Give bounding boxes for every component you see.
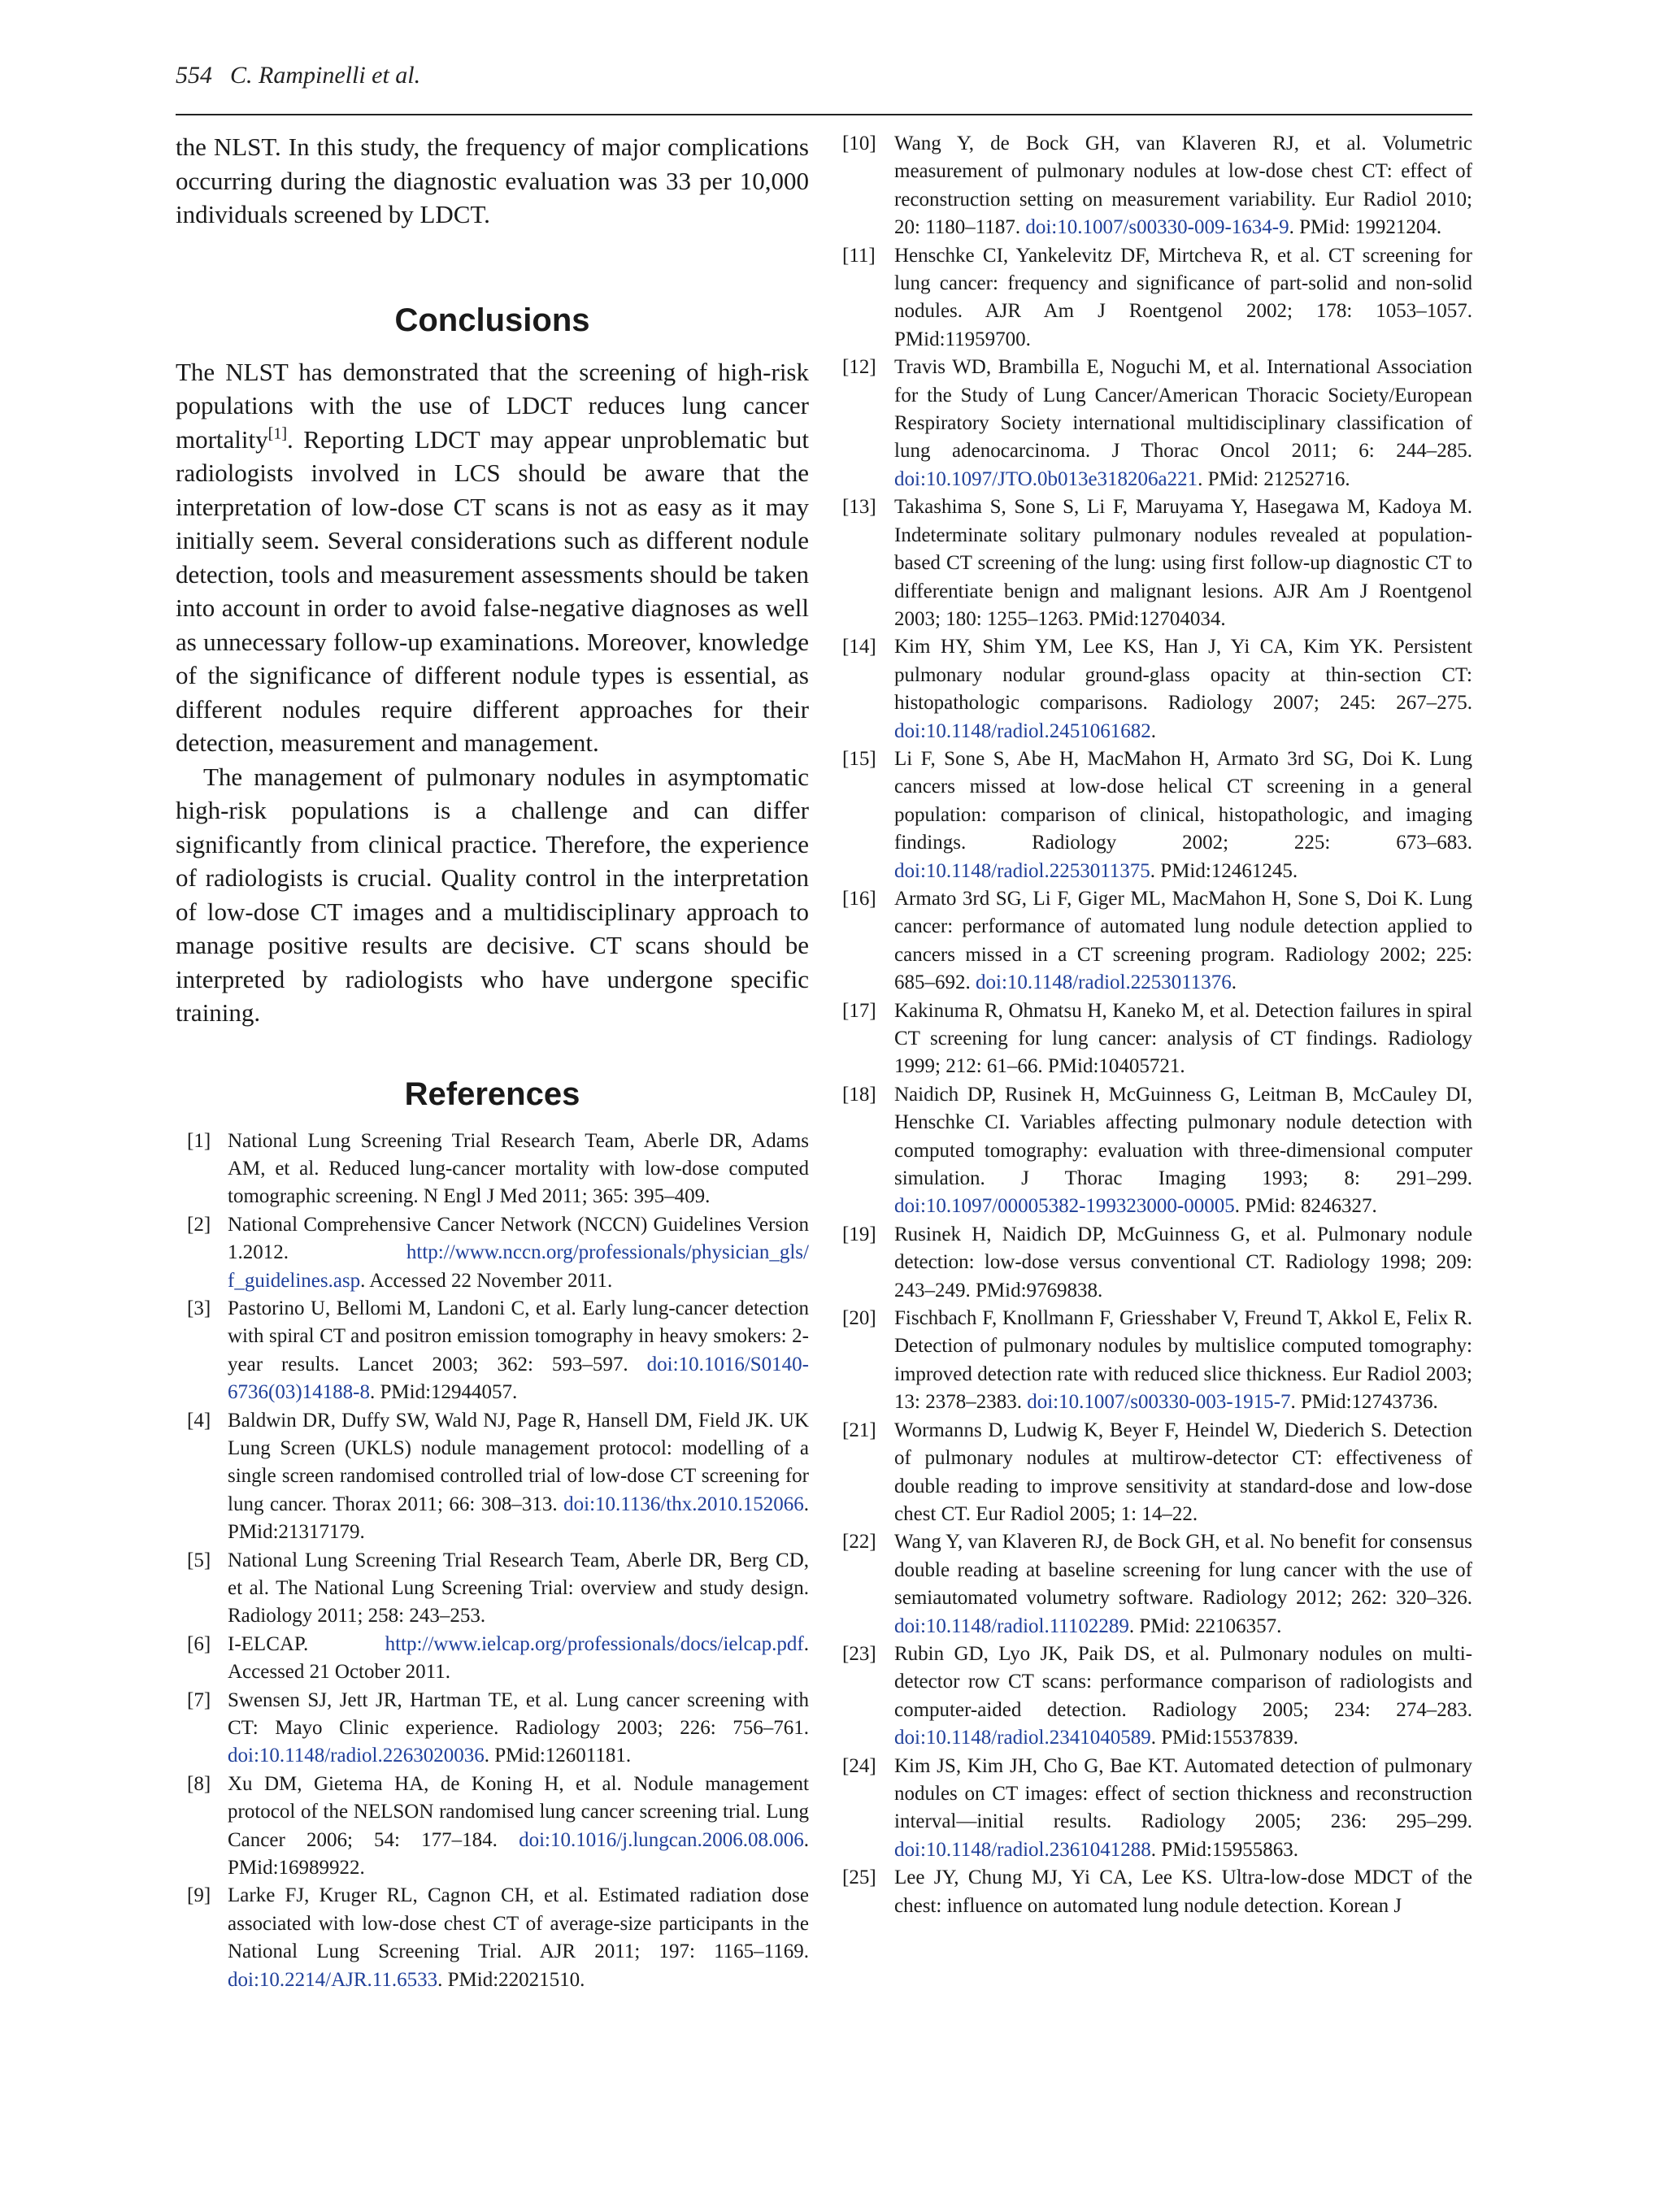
reference-list-right <box>842 130 1472 1920</box>
reference-number: [20] <box>842 1307 876 1330</box>
reference-item <box>842 1641 1472 1753</box>
reference-tail: . PMid: 22106357. <box>1128 1614 1282 1637</box>
reference-text <box>228 1211 809 1295</box>
reference-number: [12] <box>842 356 876 379</box>
reference-text <box>894 1305 1472 1417</box>
reference-number: [23] <box>842 1642 876 1665</box>
running-head-authors: C. Rampinelli et al. <box>230 62 421 89</box>
reference-number: [7] <box>187 1688 211 1711</box>
reference-number: [18] <box>842 1083 876 1106</box>
reference-text <box>228 1771 809 1883</box>
reference-tail: . PMid: 21252716. <box>1198 467 1350 490</box>
reference-item <box>842 242 1472 354</box>
reference-citation: I-ELCAP. <box>228 1632 385 1655</box>
reference-number: [25] <box>842 1867 876 1889</box>
page-number: 554 <box>176 62 212 89</box>
reference-number: [3] <box>187 1297 211 1319</box>
reference-item <box>842 1221 1472 1305</box>
reference-tail: . PMid:12601181. <box>484 1745 632 1767</box>
intro-paragraph: the NLST. In this study, the frequency of major complications occurring during the diagnostic evaluation was 33 per 10,000 individuals screened by LDCT. <box>176 133 809 228</box>
reference-text <box>228 1687 809 1771</box>
references-heading: References <box>404 1076 580 1112</box>
reference-item <box>842 354 1472 493</box>
reference-number: [17] <box>842 999 876 1022</box>
running-head <box>176 59 420 93</box>
reference-link[interactable]: doi:10.2214/AJR.11.6533 <box>228 1968 438 1991</box>
reference-number: [10] <box>842 133 876 154</box>
reference-text <box>894 1417 1472 1529</box>
reference-number: [1] <box>187 1129 211 1152</box>
conclusions-paragraph-2: The management of pulmonary nodules in asymptomatic high-risk populations is a challenge and can differ significantly from clinical practice. Therefore, the experience of radiologists is crucial. Quality control in the interpretation of low-dose CT images and a multidisciplinary approach to manage positive results are decisive. CT scans should be interpreted by radiologists who have undergone specific training. <box>176 762 809 1027</box>
reference-citation: Henschke CI, Yankelevitz DF, Mirtcheva R, et al. CT screening for lung cancer: frequency and significance of part-solid and non-solid nodules. AJR Am J Roentgenol 2002; 178: 1053–1057. PMid:11959700. <box>894 244 1472 350</box>
reference-citation: Wang Y, van Klaveren RJ, de Bock GH, et al. No benefit for consensus double reading at baseline screening for lung cancer with the use of semiautomated volumetry software. Radiology 2012; 262: 320–326. <box>894 1531 1473 1610</box>
reference-link[interactable]: doi:10.1148/radiol.11102289 <box>894 1614 1129 1637</box>
reference-link[interactable]: doi:10.1148/radiol.2253011376 <box>976 971 1232 994</box>
reference-text <box>894 1081 1472 1221</box>
reference-number: [24] <box>842 1754 876 1777</box>
reference-tail: . Accessed 21 October 2011. <box>228 1632 809 1684</box>
reference-citation: Kakinuma R, Ohmatsu H, Kaneko M, et al. Detection failures in spiral CT screening for lung cancer: analysis of CT findings. Radiology 1999; 212: 61–66. PMid:10405721. <box>894 999 1472 1078</box>
right-column <box>842 130 1472 1920</box>
reference-tail: . PMid:12944057. <box>369 1381 518 1404</box>
reference-tail: . PMid:16989922. <box>228 1828 809 1880</box>
reference-text <box>894 885 1472 997</box>
reference-item <box>842 1864 1472 1920</box>
reference-item <box>842 997 1472 1081</box>
reference-item <box>842 1081 1472 1221</box>
reference-text <box>228 1295 809 1407</box>
reference-citation: National Lung Screening Trial Research Team, Aberle DR, Adams AM, et al. Reduced lung-cancer mortality with low-dose computed tomographic screening. N Engl J Med 2011; 365: 395–409. <box>228 1129 809 1208</box>
page-header <box>176 59 1472 115</box>
reference-item <box>842 1305 1472 1417</box>
reference-item <box>176 1547 809 1631</box>
reference-citation: National Comprehensive Cancer Network (NCCN) Guidelines Version 1.2012. <box>228 1213 809 1264</box>
reference-link[interactable]: http://www.nccn.org/professionals/physician_gls/ f_guidelines.asp <box>228 1241 809 1292</box>
reference-number: [2] <box>187 1213 211 1236</box>
reference-link[interactable]: doi:10.1007/s00330-009-1634-9 <box>1025 216 1289 239</box>
reference-number: [13] <box>842 496 876 519</box>
reference-item <box>176 1687 809 1771</box>
reference-citation: Lee JY, Chung MJ, Yi CA, Lee KS. Ultra-low-dose MDCT of the chest: influence on automated lung nodule detection. Korean J <box>894 1867 1472 1917</box>
reference-link[interactable]: doi:10.1148/radiol.2253011375 <box>894 859 1150 882</box>
reference-item <box>842 493 1472 633</box>
reference-number: [5] <box>187 1549 211 1571</box>
reference-text <box>894 1528 1472 1641</box>
reference-citation: Wormanns D, Ludwig K, Beyer F, Heindel W, Diederich S. Detection of pulmonary nodules at multirow-detector CT: effectiveness of double reading to improve sensitivity at standard-dose and low-dose chest CT. Eur Radiol 2005; 1: 14–22. <box>894 1419 1472 1525</box>
reference-link[interactable]: doi:10.1148/radiol.2263020036 <box>228 1745 485 1767</box>
reference-number: [19] <box>842 1223 876 1245</box>
reference-citation: Kim JS, Kim JH, Cho G, Bae KT. Automated detection of pulmonary nodules on CT images: effect of section thickness and reconstruction interval—initial results. Radiology 2005; 236: 295–299. <box>894 1754 1472 1833</box>
reference-item <box>176 1295 809 1407</box>
reference-number: [4] <box>187 1409 211 1432</box>
reference-link[interactable]: doi:10.1097/JTO.0b013e318206a221 <box>894 467 1198 490</box>
reference-text <box>894 1864 1472 1920</box>
reference-tail: . PMid:15537839. <box>1150 1727 1299 1749</box>
reference-citation: Naidich DP, Rusinek H, McGuinness G, Leitman B, McCauley DI, Henschke CI. Variables affecting pulmonary nodule detection with computed tomography: evaluation with three-dimensional computer simulation. J Thorac Imaging 1993; 8: 291–299. <box>894 1083 1472 1190</box>
reference-item <box>842 130 1472 242</box>
reference-citation: Travis WD, Brambilla E, Noguchi M, et al. International Association for the Study of Lung Cancer/American Thoracic Society/European Respiratory Society international multidisciplinary classification of lung adenocarcinoma. J Thorac Oncol 2011; 6: 244–285. <box>894 356 1472 463</box>
reference-tail: . PMid: 8246327. <box>1234 1195 1377 1218</box>
reference-number: [16] <box>842 887 876 910</box>
reference-text <box>894 633 1472 745</box>
reference-item <box>176 1882 809 1994</box>
reference-item <box>842 745 1472 885</box>
reference-text <box>228 1128 809 1211</box>
reference-link[interactable]: doi:10.1148/radiol.2451061682 <box>894 719 1151 742</box>
reference-number: [15] <box>842 747 876 770</box>
reference-link[interactable]: http://www.ielcap.org/professionals/docs/ielcap.pdf <box>385 1632 804 1655</box>
left-column <box>176 130 809 1994</box>
reference-item <box>842 1528 1472 1641</box>
reference-citation: Takashima S, Sone S, Li F, Maruyama Y, Hasegawa M, Kadoya M. Indeterminate solitary pulmonary nodules revealed at population-based CT screening of the lung: using first follow-up diagnostic CT to differentiate benign and malignant lesions. AJR Am J Roentgenol 2003; 180: 1255–1263. PMid:12704034. <box>894 496 1472 630</box>
reference-text <box>894 242 1472 354</box>
reference-link[interactable]: doi:10.1148/radiol.2361041288 <box>894 1838 1151 1861</box>
reference-citation: Fischbach F, Knollmann F, Griesshaber V, Freund T, Akkol E, Felix R. Detection of pulmonary nodules by multislice computed tomography: improved detection rate with reduced slice thickness. Eur Radiol 2003; 13: 2378–2383. <box>894 1307 1472 1414</box>
reference-link[interactable]: doi:10.1007/s00330-003-1915-7 <box>1027 1391 1291 1414</box>
reference-link[interactable]: doi:10.1136/thx.2010.152066 <box>563 1493 804 1515</box>
reference-citation: Armato 3rd SG, Li F, Giger ML, MacMahon H, Sone S, Doi K. Lung cancer: performance of automated lung nodule detection applied to cancers missed in a CT screening program. Radiology 2002; 225: 685–692. <box>894 887 1472 994</box>
reference-tail: . PMid: 19921204. <box>1289 216 1442 239</box>
reference-number: [11] <box>842 244 876 267</box>
reference-text <box>228 1547 809 1631</box>
reference-tail: . PMid:12743736. <box>1290 1391 1438 1414</box>
reference-text <box>228 1882 809 1994</box>
reference-number: [22] <box>842 1531 876 1554</box>
reference-number: [6] <box>187 1632 211 1655</box>
reference-tail: . PMid:15955863. <box>1150 1838 1299 1861</box>
reference-item <box>176 1211 809 1295</box>
reference-citation: Xu DM, Gietema HA, de Koning H, et al. Nodule management protocol of the NELSON randomised lung cancer screening trial. Lung Cancer 2006; 54: 177–184. <box>228 1772 809 1851</box>
reference-list-left <box>176 1128 809 1995</box>
reference-text <box>228 1407 809 1547</box>
reference-citation: Baldwin DR, Duffy SW, Wald NJ, Page R, Hansell DM, Field JK. UK Lung Screen (UKLS) nodule management protocol: modelling of a single screen randomised controlled trial of low-dose CT screening for lung cancer. Thorax 2011; 66: 308–313. <box>228 1409 809 1515</box>
reference-item <box>176 1407 809 1547</box>
reference-item <box>842 633 1472 745</box>
reference-tail: . <box>1231 971 1237 994</box>
reference-tail: . PMid:21317179. <box>228 1493 809 1544</box>
reference-link[interactable]: doi:10.1016/j.lungcan.2006.08.006 <box>519 1828 804 1851</box>
conclusions-p1-text: The NLST has demonstrated that the screening of high-risk populations with the use of LDCT reduces lung cancer mortality <box>176 357 809 454</box>
conclusions-paragraph-1 <box>176 355 809 760</box>
reference-number: [9] <box>187 1884 211 1907</box>
reference-citation: Pastorino U, Bellomi M, Landoni C, et al. Early lung-cancer detection with spiral CT and positron emission tomography in heavy smokers: 2-year results. Lancet 2003; 362: 593–597. <box>228 1297 809 1375</box>
reference-number: [8] <box>187 1772 211 1795</box>
reference-tail: . PMid:22021510. <box>437 1968 585 1991</box>
reference-item <box>176 1771 809 1883</box>
citation-1[interactable]: [1] <box>267 424 287 443</box>
conclusions-heading: Conclusions <box>394 302 590 338</box>
reference-number: [14] <box>842 636 876 658</box>
reference-text <box>894 354 1472 493</box>
reference-item <box>842 1417 1472 1529</box>
reference-text <box>894 997 1472 1081</box>
conclusions-p1-text-cont: . Reporting LDCT may appear unproblematic but radiologists involved in LCS should be aware that the interpretation of low-dose CT scans is not as easy as it may initially seem. Several considerations such as different nodule detection, tools and measurement assessments should be taken into account in order to avoid false-negative diagnoses as well as unnecessary follow-up examinations. Moreover, knowledge of the significance of different nodule types is essential, as different nodules require different approaches for their detection, measurement and management. <box>176 424 809 757</box>
reference-tail: . Accessed 22 November 2011. <box>360 1269 613 1292</box>
reference-link[interactable]: doi:10.1097/00005382-199323000-00005 <box>894 1195 1235 1218</box>
reference-text <box>894 130 1472 242</box>
reference-citation: Larke FJ, Kruger RL, Cagnon CH, et al. Estimated radiation dose associated with low-dose chest CT of average-size participants in the National Lung Screening Trial. AJR 2011; 197: 1165–1169. <box>228 1884 809 1963</box>
reference-citation: Rusinek H, Naidich DP, McGuinness G, et al. Pulmonary nodule detection: low-dose versus conventional CT. Radiology 1998; 209: 243–249. PMid:9769838. <box>894 1223 1472 1302</box>
reference-number: [21] <box>842 1419 876 1441</box>
reference-tail: . PMid:12461245. <box>1150 859 1298 882</box>
reference-link[interactable]: doi:10.1016/S0140-6736(03)14188-8 <box>228 1353 809 1404</box>
reference-citation: National Lung Screening Trial Research Team, Aberle DR, Berg CD, et al. The National Lung Screening Trial: overview and study design. Radiology 2011; 258: 243–253. <box>228 1549 809 1627</box>
reference-link[interactable]: doi:10.1148/radiol.2341040589 <box>894 1727 1151 1749</box>
reference-tail: . <box>1150 719 1156 742</box>
reference-item <box>842 885 1472 997</box>
reference-text <box>894 745 1472 885</box>
reference-item <box>842 1753 1472 1865</box>
reference-text <box>894 1753 1472 1865</box>
reference-text <box>894 1221 1472 1305</box>
reference-citation: Swensen SJ, Jett JR, Hartman TE, et al. Lung cancer screening with CT: Mayo Clinic experience. Radiology 2003; 226: 756–761. <box>228 1688 809 1740</box>
reference-text <box>228 1631 809 1687</box>
reference-text <box>894 493 1472 633</box>
reference-item <box>176 1128 809 1211</box>
reference-citation: Rubin GD, Lyo JK, Paik DS, et al. Pulmonary nodules on multi-detector row CT scans: performance comparison of radiologists and computer-aided detection. Radiology 2005; 234: 274–283. <box>894 1642 1472 1721</box>
reference-citation: Wang Y, de Bock GH, van Klaveren RJ, et al. Volumetric measurement of pulmonary nodules at low-dose chest CT: effect of reconstruction setting on measurement variability. Eur Radiol 2010; 20: 1180–1187. <box>894 133 1472 239</box>
reference-citation: Li F, Sone S, Abe H, MacMahon H, Armato 3rd SG, Doi K. Lung cancers missed at low-dose helical CT screening in a general population: comparison of clinical, histopathologic, and imaging findings. Radiology 2002; 225: 673–683. <box>894 747 1472 854</box>
reference-citation: Kim HY, Shim YM, Lee KS, Han J, Yi CA, Kim YK. Persistent pulmonary nodular ground-glass opacity at thin-section CT: histopathologic comparisons. Radiology 2007; 245: 267–275. <box>894 636 1472 715</box>
reference-item <box>176 1631 809 1687</box>
reference-text <box>894 1641 1472 1753</box>
